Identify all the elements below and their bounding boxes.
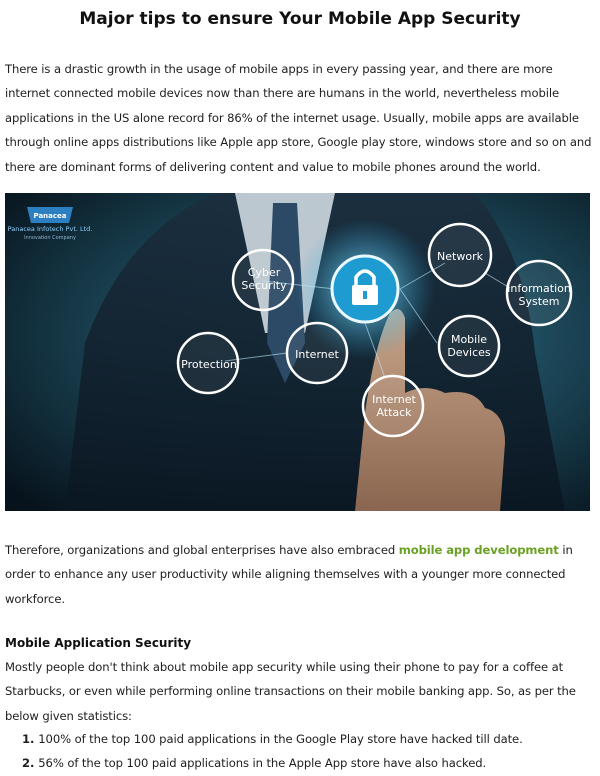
svg-text:Security: Security	[241, 279, 287, 292]
section-heading: Mobile Application Security	[5, 636, 192, 650]
svg-text:Panacea Infotech Pvt. Ltd.: Panacea Infotech Pvt. Ltd.	[7, 225, 93, 233]
page-title: Major tips to ensure Your Mobile App Security	[79, 9, 521, 29]
svg-text:Information: Information	[507, 282, 571, 295]
list-item: 1. 100% of the top 100 paid applications in the Google Play store have hacked till date.	[22, 732, 523, 746]
svg-text:Attack: Attack	[376, 406, 412, 419]
hero-image	[5, 193, 590, 511]
intro-paragraph: There is a drastic growth in the usage of mobile apps in every passing year, and there are more internet connected mobile devices now than there are humans in the world, nevertheless mobile applications in the US alone record for 86% of the internet usage. Usually, mobile apps are available through online apps distributions like Apple app store, Google play store, windows store and so on and there are dominant forms of delivering content and value to mobile phones around the world.	[5, 62, 592, 174]
svg-text:Network: Network	[437, 250, 483, 263]
mobile-app-development-link[interactable]: mobile app development	[398, 543, 559, 557]
svg-text:Panacea: Panacea	[33, 212, 67, 220]
svg-text:Cyber: Cyber	[247, 266, 281, 279]
svg-text:Internet: Internet	[295, 348, 339, 361]
body-paragraph-3: Mostly people don't think about mobile app security while using their phone to pay for a coffee at Starbucks, or even while performing online transactions on their mobile banking app. So, as per the below given statistics:	[5, 660, 576, 723]
svg-text:Internet: Internet	[372, 393, 416, 406]
svg-text:Protection: Protection	[181, 358, 237, 371]
list-item: 2. 56% of the top 100 paid applications in the Apple App store have also hacked.	[22, 756, 487, 770]
svg-text:System: System	[518, 295, 560, 308]
svg-text:Mobile: Mobile	[450, 333, 488, 346]
svg-text:Devices: Devices	[447, 346, 491, 359]
lock-icon	[332, 256, 398, 322]
body-paragraph-2: Therefore, organizations and global enterprises have also embraced mobile app development in order to enhance any user productivity while aligning themselves with a younger more connected workforce.	[5, 543, 573, 606]
svg-text:Innovation Company: Innovation Company	[24, 235, 76, 241]
